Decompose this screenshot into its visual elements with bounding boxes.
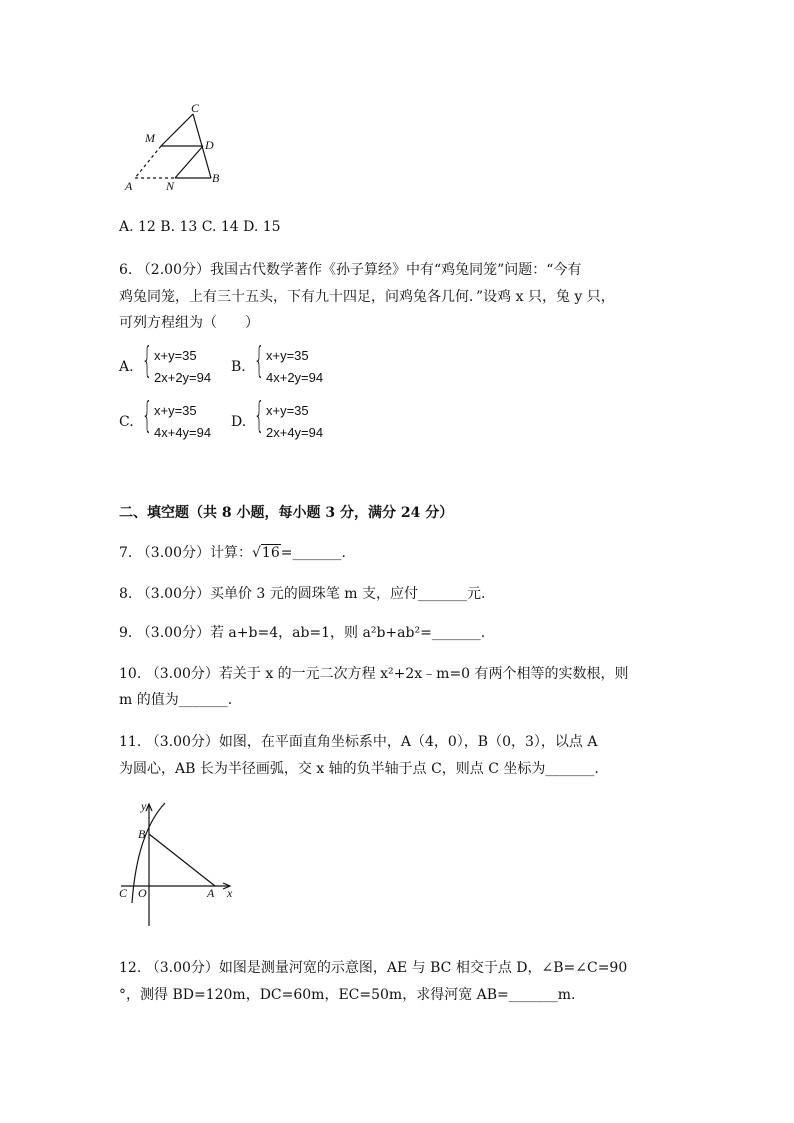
q6-line2: 鸡兔同笼，上有三十五头，下有九十四足，问鸡兔各几何．”设鸡 x 只，兔 y 只， xyxy=(119,289,615,305)
q12-line1: 12. （3.00分）如图是测量河宽的示意图，AE 与 BC 相交于点 D，∠B=∠C=90 xyxy=(119,960,628,976)
label-c: C xyxy=(119,886,128,900)
q6-option-b-label: B. xyxy=(231,359,246,375)
q7-suffix: =_______. xyxy=(280,545,346,561)
q10-line2: m 的值为_______. xyxy=(119,692,233,708)
q5-options: A. 12 B. 13 C. 14 D. 15 xyxy=(119,219,281,235)
label-o: O xyxy=(138,886,147,900)
segment-cm xyxy=(161,114,193,146)
q6-option-a-eq1: x+y=35 xyxy=(154,348,197,363)
label-b: B xyxy=(138,827,146,841)
q6-option-c-label: C. xyxy=(119,414,134,430)
sqrt-expression xyxy=(252,543,281,563)
brace-icon: { xyxy=(254,340,265,381)
q10-line1: 10. （3.00分）若关于 x 的一元二次方程 x²+2x﹣m=0 有两个相等的实数根，则 xyxy=(119,666,629,682)
q11-line2: 为圆心，AB 长为半径画弧，交 x 轴的负半轴于点 C，则点 C 坐标为_______. xyxy=(119,761,599,777)
sqrt-icon: √ xyxy=(251,545,261,561)
label-m: M xyxy=(145,131,155,145)
q6-line1: 6. （2.00分）我国古代数学著作《孙子算经》中有“鸡兔同笼”问题：“今有 xyxy=(119,262,582,278)
q7 xyxy=(119,543,346,563)
q6-option-d-label: D. xyxy=(231,414,247,430)
q6-option-d-eq2: 2x+4y=94 xyxy=(266,425,324,440)
q7-prefix: 7. （3.00分）计算： xyxy=(119,545,252,561)
label-y: y xyxy=(141,799,147,813)
brace-icon: { xyxy=(142,340,153,381)
label-b: B xyxy=(212,171,220,185)
segment-dn xyxy=(175,146,203,178)
q6-option-a-label: A. xyxy=(119,359,134,375)
label-x: x xyxy=(227,886,233,900)
section-heading: 二、填空题（共 8 小题，每小题 3 分，满分 24 分） xyxy=(119,505,454,521)
q6-line3: 可列方程组为（ ） xyxy=(119,315,259,331)
q6-option-b-eq1: x+y=35 xyxy=(266,348,309,363)
brace-icon: { xyxy=(254,395,265,436)
segment-am-dashed xyxy=(135,146,161,178)
q8: 8. （3.00分）买单价 3 元的圆珠笔 m 支，应付_______元. xyxy=(119,586,486,602)
coordinate-figure-q11 xyxy=(115,798,245,933)
label-n: N xyxy=(166,179,175,193)
brace-icon: { xyxy=(142,395,153,436)
q6-option-d-eq1: x+y=35 xyxy=(266,403,309,418)
label-a: A xyxy=(207,886,215,900)
label-d: D xyxy=(205,138,214,152)
label-a: A xyxy=(125,179,133,193)
q12-line2: °，测得 BD=120m，DC=60m，EC=50m，求得河宽 AB=_______m. xyxy=(119,987,576,1003)
label-c: C xyxy=(191,101,200,115)
segment-ab xyxy=(149,834,215,886)
q6-option-c-eq2: 4x+4y=94 xyxy=(154,425,212,440)
q6-option-c-eq1: x+y=35 xyxy=(154,403,197,418)
q11-line1: 11. （3.00分）如图，在平面直角坐标系中，A（4，0），B（0，3），以点 A xyxy=(119,734,598,750)
q6-option-a-eq2: 2x+2y=94 xyxy=(154,370,212,385)
sqrt-radicand: 16 xyxy=(261,545,280,561)
q9: 9. （3.00分）若 a+b=4，ab=1，则 a²b+ab²=_______. xyxy=(119,625,486,641)
q6-option-b-eq2: 4x+2y=94 xyxy=(266,370,324,385)
triangle-figure-q5 xyxy=(115,100,235,195)
